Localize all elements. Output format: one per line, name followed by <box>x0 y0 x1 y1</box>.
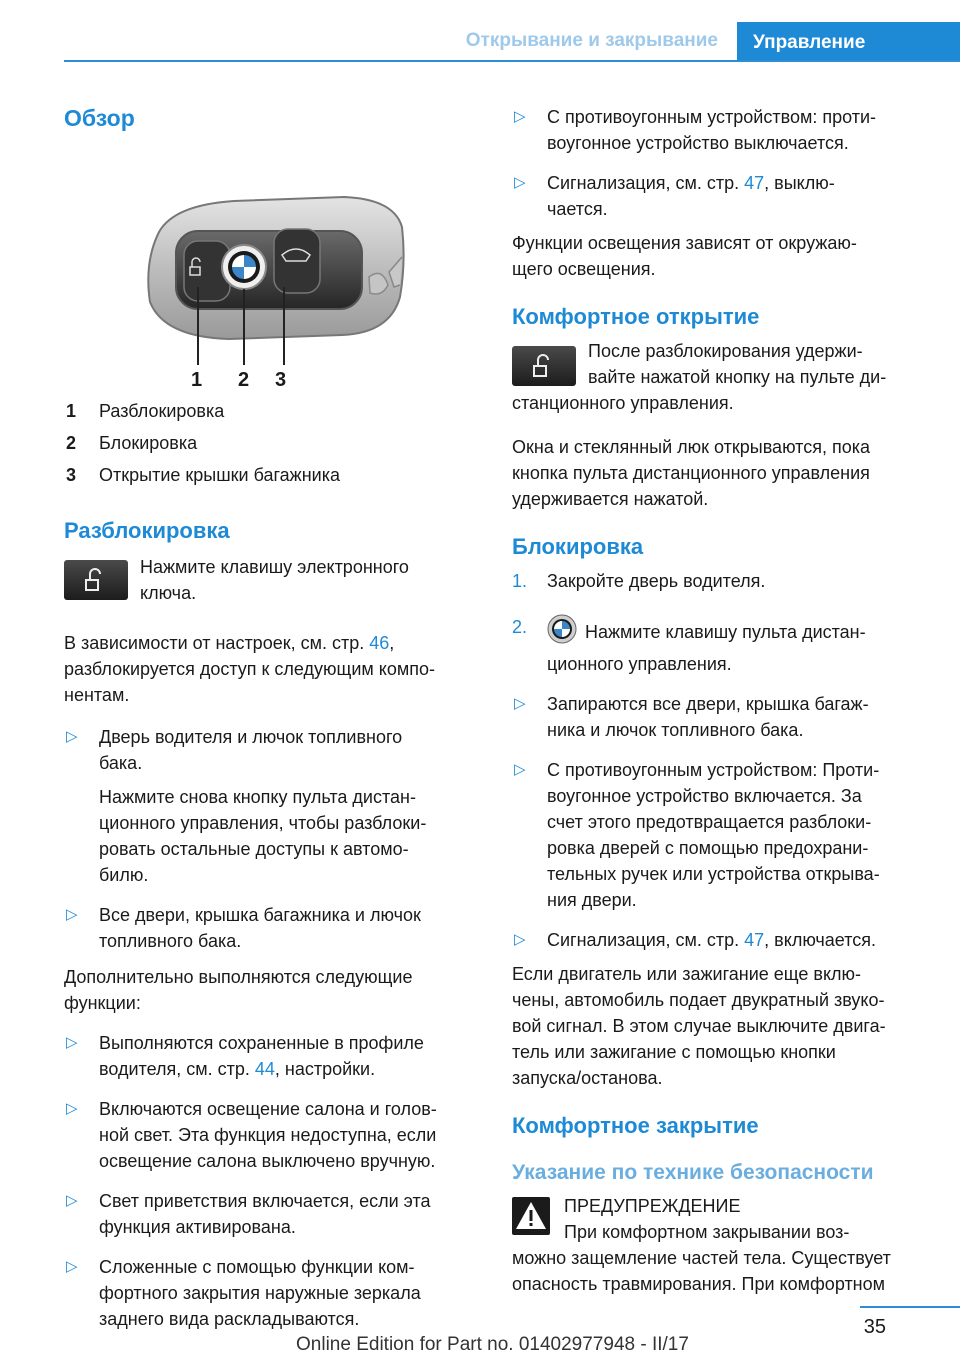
text-line: нентам. <box>64 685 130 705</box>
legend-row <box>64 433 474 465</box>
list-item <box>512 170 932 222</box>
text-line: Нажмите снова кнопку пульта дистан- <box>99 787 416 807</box>
step-item <box>512 614 932 677</box>
key-fob-illustration <box>64 137 474 391</box>
page-link[interactable]: 47 <box>744 930 765 950</box>
text-line <box>99 1056 474 1082</box>
text-line: щего освещения. <box>512 259 656 279</box>
step-number: 1. <box>512 571 528 591</box>
triangle-bullet-icon: ▷ <box>514 695 526 712</box>
text-span: Сигнализация, см. стр. <box>547 173 745 193</box>
text-line: запуска/останова. <box>512 1068 663 1088</box>
text-line <box>64 630 474 656</box>
overview-title: Обзор <box>64 105 135 131</box>
text-line: заднего вида раскладываются. <box>99 1309 360 1329</box>
text-line: чается. <box>547 199 608 219</box>
text-line: Если двигатель или зажигание еще вклю- <box>512 964 862 984</box>
unlock-button-icon <box>64 560 128 600</box>
text-line: Дополнительно выполняются следующие <box>64 967 413 987</box>
engine-paragraph <box>512 961 932 1091</box>
figure-legend <box>64 401 474 497</box>
text-line: Окна и стеклянный люк открываются, пока <box>512 437 871 457</box>
text-line: Нажмите клавишу электронного <box>140 557 409 577</box>
header-chapter-tab[interactable]: Управление <box>737 22 960 62</box>
list-item <box>512 927 932 953</box>
list-item <box>64 724 474 888</box>
light-paragraph <box>512 230 932 282</box>
text-line: чены, автомобиль подает двукратный звуко- <box>512 990 885 1010</box>
text-line <box>547 170 932 196</box>
page-link[interactable]: 46 <box>369 633 390 653</box>
footer-edition: Online Edition for Part no. 01402977948 - II/17 <box>296 1334 689 1355</box>
text-line: можно защемление частей тела. Существует <box>512 1248 891 1268</box>
right-column <box>512 100 932 1297</box>
legend-text: Открытие крышки багажника <box>99 465 340 485</box>
left-column <box>64 100 474 1332</box>
step-item <box>512 568 932 594</box>
safety-title: Указание по технике безопасности <box>512 1161 874 1184</box>
text-line: воугонное устройство выключается. <box>547 133 849 153</box>
key-fob-image <box>64 137 474 387</box>
warning-block <box>512 1193 932 1245</box>
text-line: освещение салона выключено вручную. <box>99 1151 436 1171</box>
text-line: фортного закрытия наружные зеркала <box>99 1283 421 1303</box>
warning-paragraph <box>512 1245 932 1297</box>
text-span: , выклю- <box>764 173 835 193</box>
comfort-open-icon-block <box>512 338 932 390</box>
text-line: кнопка пульта дистанционного управления <box>512 463 870 483</box>
text-line <box>547 614 932 651</box>
text-span: , <box>389 633 395 653</box>
text-line <box>547 927 932 953</box>
page-link[interactable]: 47 <box>744 173 765 193</box>
text-line: Свет приветствия включается, если эта <box>99 1191 431 1211</box>
text-line: Включаются освещение салона и голов- <box>99 1099 437 1119</box>
text-line: функции: <box>64 993 141 1013</box>
legend-row <box>64 465 474 497</box>
text-line: Сложенные с помощью функции ком- <box>99 1257 415 1277</box>
triangle-bullet-icon: ▷ <box>66 1100 78 1117</box>
text-line: ника и лючок топливного бака. <box>547 720 804 740</box>
list-item <box>64 1254 474 1332</box>
comfort-close-title: Комфортное закрытие <box>512 1113 759 1138</box>
warning-head-text <box>564 1193 849 1245</box>
lock-title: Блокировка <box>512 534 644 559</box>
text-line: тельных ручек или устройства открыва- <box>547 864 880 884</box>
text-line: ПРЕДУПРЕЖДЕНИЕ <box>564 1196 741 1216</box>
text-line: Дверь водителя и лючок топливного <box>99 727 403 747</box>
page-number: 35 <box>863 1316 886 1338</box>
list-item <box>64 1030 474 1082</box>
unlock-title: Разблокировка <box>64 518 230 543</box>
text-line: воугонное устройство включается. За <box>547 786 862 806</box>
list-item <box>512 757 932 913</box>
text-line: функция активирована. <box>99 1217 296 1237</box>
text-line: ционного управления, чтобы разблоки- <box>99 813 427 833</box>
text-line: Функции освещения зависят от окружаю- <box>512 233 857 253</box>
triangle-bullet-icon: ▷ <box>514 931 526 948</box>
step-number: 2. <box>512 617 528 637</box>
text-line: Запираются все двери, крышка багаж- <box>547 694 869 714</box>
text-span: , настройки. <box>274 1059 376 1079</box>
list-item <box>64 1096 474 1174</box>
comfort-open-continuation: станционного управления. <box>512 393 734 413</box>
text-line: билю. <box>99 865 149 885</box>
triangle-bullet-icon: ▷ <box>66 1258 78 1275</box>
warning-icon <box>512 1197 550 1235</box>
text-line: Выполняются сохраненные в профиле <box>99 1033 424 1053</box>
text-line: После разблокирования удержи- <box>588 341 863 361</box>
triangle-bullet-icon: ▷ <box>66 906 78 923</box>
header-section-title: Открывание и закрывание <box>465 30 718 51</box>
list-item <box>64 1188 474 1240</box>
page-link[interactable]: 44 <box>254 1059 275 1079</box>
text-span: Нажмите клавишу пульта дистан- <box>585 622 866 642</box>
bmw-logo-icon <box>547 614 577 651</box>
windows-paragraph <box>512 434 932 512</box>
triangle-bullet-icon: ▷ <box>514 174 526 191</box>
footer-rule <box>860 1306 960 1308</box>
text-span: водителя, см. стр. <box>99 1059 255 1079</box>
unlock-icon-text <box>140 554 409 606</box>
triangle-bullet-icon: ▷ <box>514 761 526 778</box>
text-line: При комфортном закрывании воз- <box>564 1222 850 1242</box>
text-line: бака. <box>99 753 143 773</box>
unlock-icon-block <box>64 554 474 610</box>
legend-number: 1 <box>66 401 77 421</box>
text-span: , включается. <box>764 930 877 950</box>
legend-number: 3 <box>66 465 77 485</box>
triangle-bullet-icon: ▷ <box>66 728 78 745</box>
text-line: ционного управления. <box>547 654 732 674</box>
unlock-button-icon <box>512 346 576 386</box>
figure-label-2: 2 <box>238 369 250 391</box>
text-line: ровать остальные доступы к автомо- <box>99 839 409 859</box>
text-span: Сигнализация, см. стр. <box>547 930 745 950</box>
legend-number: 2 <box>66 433 77 453</box>
figure-label-3: 3 <box>275 369 287 391</box>
text-line: ровка дверей с помощью предохрани- <box>547 838 869 858</box>
extra-functions-paragraph <box>64 964 474 1016</box>
triangle-bullet-icon: ▷ <box>66 1192 78 1209</box>
text-line: опасность травмирования. При комфортном <box>512 1274 886 1294</box>
text-line: разблокируется доступ к следующим компо- <box>64 659 435 679</box>
text-line: вайте нажатой кнопку на пульте ди- <box>588 367 887 387</box>
figure-label-1: 1 <box>191 369 203 391</box>
triangle-bullet-icon: ▷ <box>66 1034 78 1051</box>
text-line: Все двери, крышка багажника и лючок <box>99 905 421 925</box>
text-line: тель или зажигание с помощью кнопки <box>512 1042 836 1062</box>
list-item <box>512 104 932 156</box>
text-line: ной свет. Эта функция недоступна, если <box>99 1125 437 1145</box>
text-line: С противоугонным устройством: Проти- <box>547 760 880 780</box>
list-item <box>512 691 932 743</box>
legend-text: Разблокировка <box>99 401 225 421</box>
text-line: С противоугонным устройством: проти- <box>547 107 876 127</box>
bullet-extra <box>99 784 474 888</box>
legend-row <box>64 401 474 433</box>
list-item <box>64 902 474 954</box>
text-line: Закройте дверь водителя. <box>547 571 766 591</box>
text-line: счет этого предотвращается разблоки- <box>547 812 872 832</box>
text-line: ключа. <box>140 583 197 603</box>
text-line: топливного бака. <box>99 931 242 951</box>
comfort-open-title: Комфортное открытие <box>512 304 760 329</box>
comfort-open-icon-text <box>588 338 886 390</box>
text-span: В зависимости от настроек, см. стр. <box>64 633 370 653</box>
text-line: удерживается нажатой. <box>512 489 709 509</box>
text-line: ния двери. <box>547 890 637 910</box>
triangle-bullet-icon: ▷ <box>514 108 526 125</box>
depend-paragraph <box>64 630 474 708</box>
header-rule <box>64 60 960 62</box>
legend-text: Блокировка <box>99 433 198 453</box>
text-line: вой сигнал. В этом случае выключите двига- <box>512 1016 886 1036</box>
